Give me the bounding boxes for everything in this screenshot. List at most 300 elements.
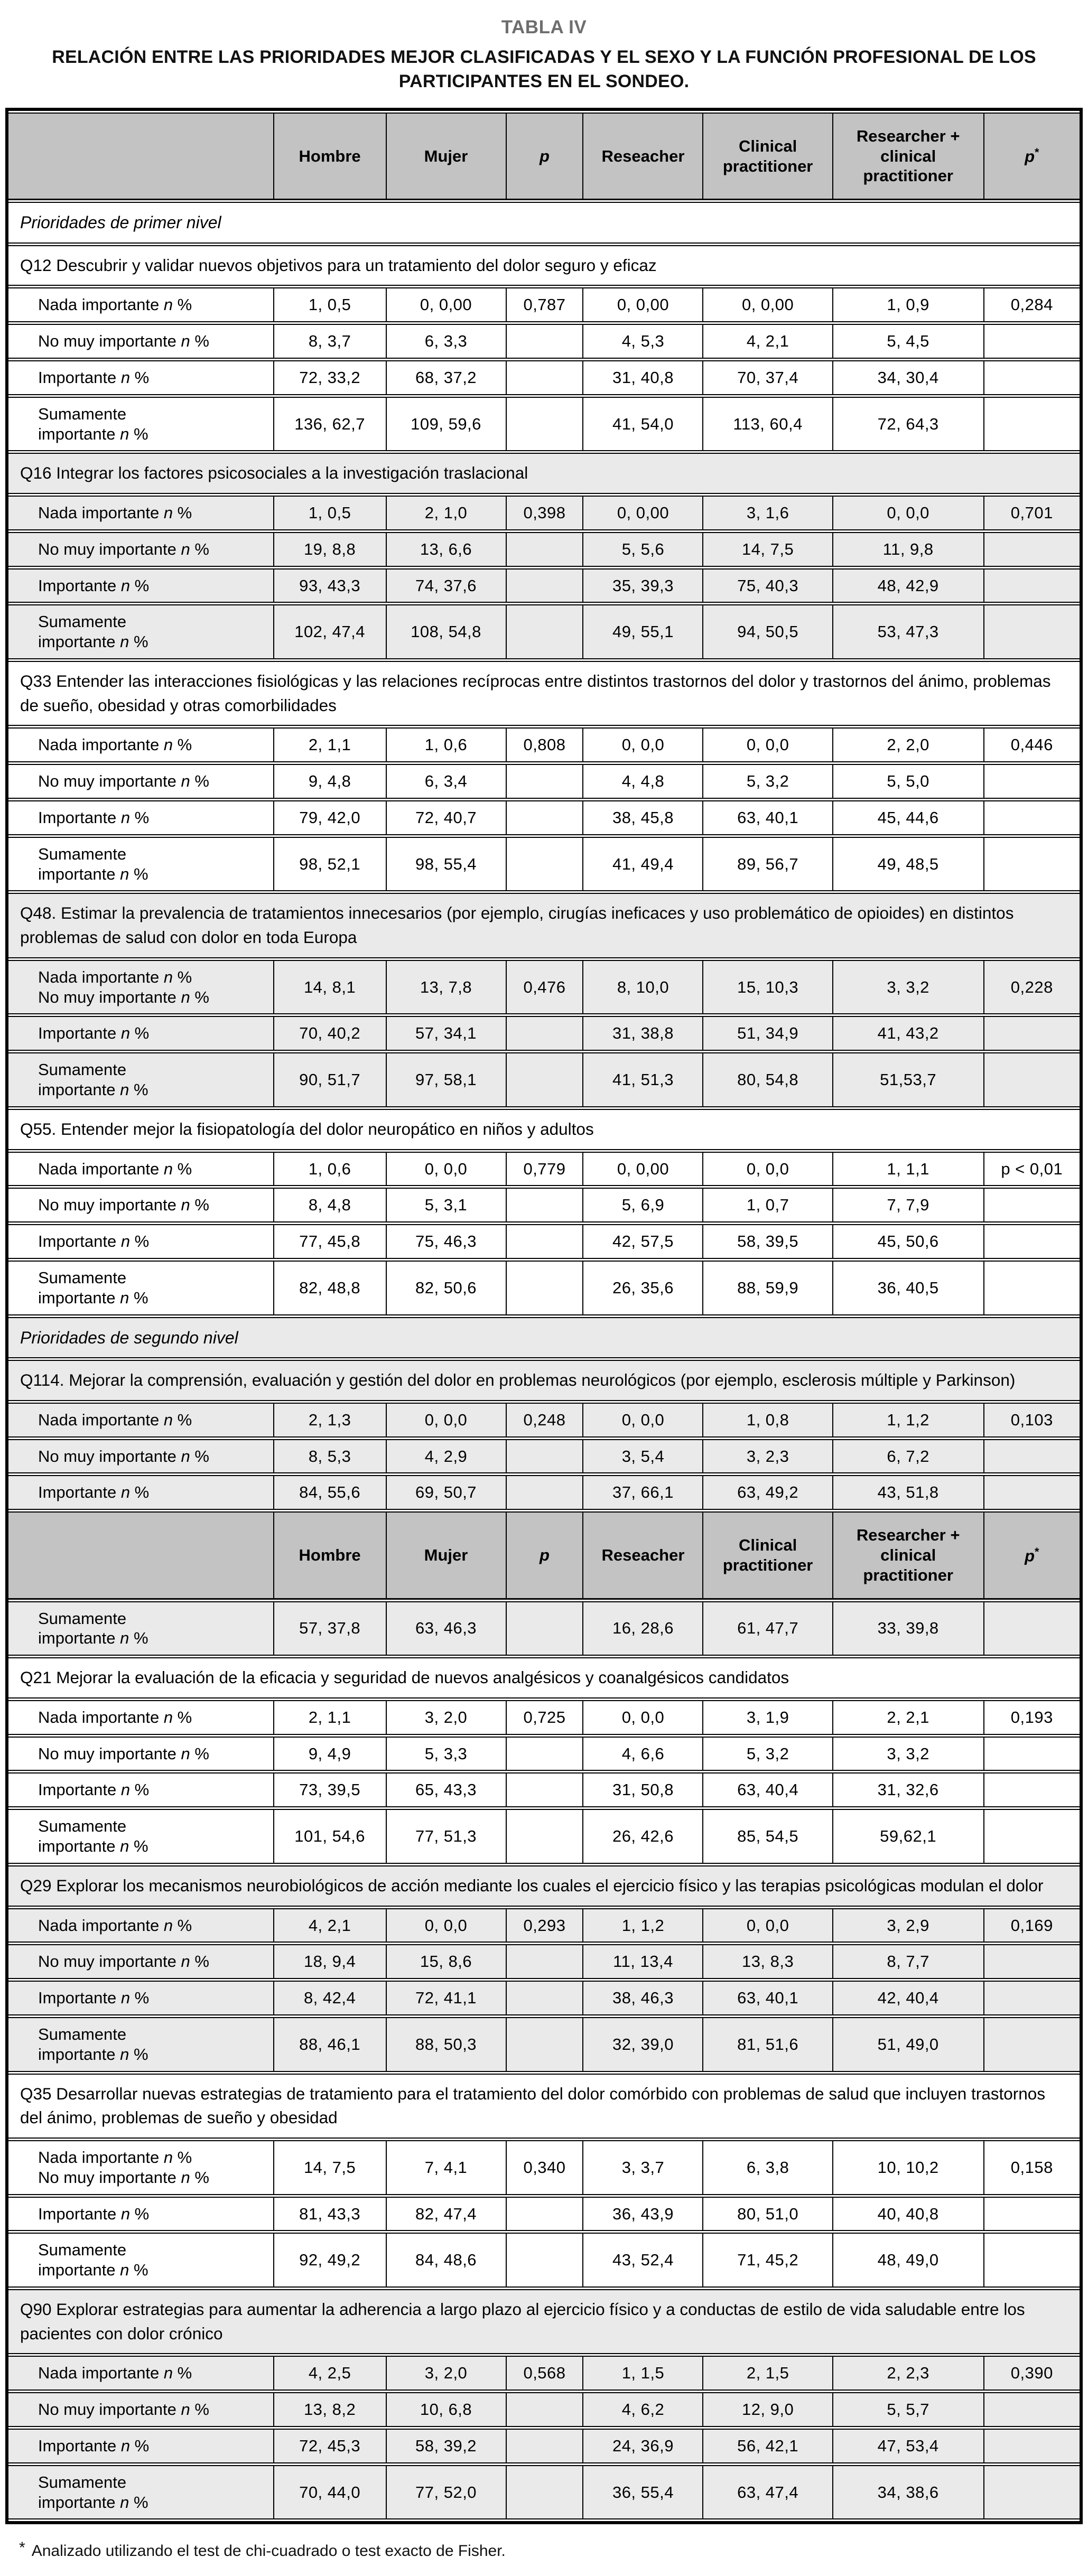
table-row (8, 2356, 1080, 2391)
value-cell: 7, 4,1 (387, 2140, 507, 2195)
value-cell: 70, 37,4 (703, 360, 833, 395)
value-cell: 0, 0,0 (583, 1403, 703, 1438)
table-row (8, 1772, 1080, 1807)
row-label-line: importante n % (38, 632, 148, 651)
empty-cell (984, 764, 1080, 799)
row-label (8, 1772, 274, 1807)
value-cell: 92, 49,2 (274, 2233, 387, 2288)
value-cell: 36, 55,4 (583, 2465, 703, 2520)
question-title-q55: Q55. Entender mejor la fisiopatología del dolor neuropático en niños y adultos (8, 1109, 1080, 1150)
value-cell: 51, 49,0 (833, 2017, 984, 2072)
row-label (8, 568, 274, 603)
empty-cell (507, 1475, 584, 1510)
value-cell: 74, 37,6 (387, 568, 507, 603)
row-label-line: Nada importante n % (38, 735, 192, 754)
value-cell: 35, 39,3 (583, 568, 703, 603)
row-label (8, 2140, 274, 2195)
value-cell: 8, 5,3 (274, 1439, 387, 1474)
value-cell: 9, 4,8 (274, 764, 387, 799)
row-label (8, 2017, 274, 2072)
value-cell: 72, 64,3 (833, 397, 984, 452)
value-cell: 12, 9,0 (703, 2392, 833, 2427)
empty-cell (507, 1261, 584, 1315)
row-label (8, 727, 274, 762)
value-cell: 0,284 (984, 287, 1080, 322)
table-row (8, 2197, 1080, 2232)
italic-n: n (120, 576, 131, 595)
italic-n: n (163, 967, 173, 986)
row-label (8, 2233, 274, 2288)
value-cell: 73, 39,5 (274, 1772, 387, 1807)
row-label-line: Nada importante n % (38, 503, 192, 522)
row-label-line: Sumamente (38, 404, 127, 423)
asterisk: * (1035, 145, 1039, 159)
value-cell: 16, 28,6 (583, 1601, 703, 1656)
row-label (8, 532, 274, 567)
row-label-line: importante n % (38, 1080, 148, 1099)
row-label-line: Nada importante n % (38, 1410, 192, 1429)
table-row (8, 1981, 1080, 2015)
value-cell: 0,398 (507, 496, 584, 530)
value-cell: 31, 38,8 (583, 1016, 703, 1051)
value-cell: 47, 53,4 (833, 2429, 984, 2463)
value-cell: 69, 50,7 (387, 1475, 507, 1510)
row-label-line: Nada importante n % (38, 967, 192, 986)
row-label-line: Sumamente (38, 1060, 127, 1079)
row-label (8, 1908, 274, 1943)
value-cell: 88, 59,9 (703, 1261, 833, 1315)
question-title-q90: Q90 Explorar estrategias para aumentar la adherencia a largo plazo al ejercicio físico y a conductas de estilo de vida saludable entre los pacientes con dolor crónico (8, 2289, 1080, 2354)
question-title-row (8, 2074, 1080, 2139)
value-cell: 10, 6,8 (387, 2392, 507, 2427)
row-label-line: Sumamente (38, 1268, 127, 1287)
row-label (8, 1981, 274, 2015)
row-label (8, 604, 274, 659)
empty-cell (984, 360, 1080, 395)
row-label-line: Nada importante n % (38, 1707, 192, 1726)
value-cell: 4, 6,6 (583, 1737, 703, 1771)
italic-n: n (181, 332, 190, 351)
value-cell: 32, 39,0 (583, 2017, 703, 2072)
italic-n: n (120, 632, 129, 651)
row-label-line: No muy importante n % (38, 987, 209, 1006)
row-label-line: Sumamente (38, 2241, 127, 2260)
value-cell: 89, 56,7 (703, 837, 833, 892)
row-label (8, 1403, 274, 1438)
row-label-line: Sumamente (38, 2472, 127, 2491)
row-label (8, 2356, 274, 2391)
row-label (8, 496, 274, 530)
italic-n: n (120, 1080, 129, 1099)
empty-cell (507, 532, 584, 567)
row-label-line: Importante n % (38, 1232, 150, 1251)
title-block (5, 17, 1083, 94)
row-label-line: importante n % (38, 1629, 148, 1648)
value-cell: 36, 40,5 (833, 1261, 984, 1315)
italic-n: n (120, 1483, 131, 1502)
value-cell: p < 0,01 (984, 1152, 1080, 1187)
column-header-mujer: Mujer (387, 113, 507, 200)
column-header-row (8, 113, 1080, 200)
value-cell: 15, 10,3 (703, 960, 833, 1015)
value-cell: 82, 48,8 (274, 1261, 387, 1315)
value-cell: 33, 39,8 (833, 1601, 984, 1656)
empty-cell (984, 1809, 1080, 1864)
section-title: Prioridades de primer nivel (8, 202, 1080, 243)
value-cell: 7, 7,9 (833, 1188, 984, 1222)
column-header-researcher-clinical-practitioner: Researcher + clinical practitioner (833, 1511, 984, 1599)
table-row (8, 764, 1080, 799)
value-cell: 42, 40,4 (833, 1981, 984, 2015)
row-label-line: No muy importante n % (38, 2400, 209, 2419)
italic-n: n (120, 2493, 129, 2512)
empty-cell (507, 1601, 584, 1656)
row-label-line: importante n % (38, 1837, 148, 1856)
value-cell: 63, 40,1 (703, 800, 833, 835)
value-cell: 5, 3,2 (703, 1737, 833, 1771)
empty-cell (507, 800, 584, 835)
italic-n: n (120, 424, 129, 443)
section-title: Prioridades de segundo nivel (8, 1317, 1080, 1358)
row-label-line: Nada importante n % (38, 1916, 192, 1935)
italic-n: n (181, 2400, 190, 2419)
italic-n: n (120, 1288, 129, 1307)
question-title-row (8, 1360, 1080, 1401)
row-label (8, 1152, 274, 1187)
row-label-line: Importante n % (38, 2437, 150, 2456)
value-cell: 0,568 (507, 2356, 584, 2391)
value-cell: 93, 43,3 (274, 568, 387, 603)
row-label-line: importante n % (38, 864, 148, 883)
value-cell: 14, 8,1 (274, 960, 387, 1015)
table-row (8, 960, 1080, 1015)
footnote (19, 2539, 1083, 2560)
question-title-row (8, 661, 1080, 726)
empty-cell (507, 1809, 584, 1864)
value-cell: 4, 5,3 (583, 324, 703, 359)
value-cell: 136, 62,7 (274, 397, 387, 452)
empty-cell (984, 2392, 1080, 2427)
table-row (8, 1188, 1080, 1222)
column-header-reseacher: Reseacher (583, 1511, 703, 1599)
row-label (8, 960, 274, 1015)
empty-cell (984, 2429, 1080, 2463)
italic-n: n (163, 1916, 173, 1935)
value-cell: 2, 2,3 (833, 2356, 984, 2391)
row-label-line: Importante n % (38, 576, 150, 595)
table-row (8, 1944, 1080, 1979)
empty-cell (984, 1475, 1080, 1510)
empty-cell (507, 1981, 584, 2015)
row-label-line: importante n % (38, 424, 148, 443)
value-cell: 43, 52,4 (583, 2233, 703, 2288)
table-row (8, 1439, 1080, 1474)
row-label-line: Importante n % (38, 1024, 150, 1043)
italic-n: n (120, 1780, 131, 1799)
question-title-row (8, 1657, 1080, 1698)
value-cell: 8, 42,4 (274, 1981, 387, 2015)
value-cell: 51,53,7 (833, 1052, 984, 1107)
empty-cell (984, 1261, 1080, 1315)
value-cell: 5, 6,9 (583, 1188, 703, 1222)
value-cell: 49, 55,1 (583, 604, 703, 659)
value-cell: 1, 0,6 (274, 1152, 387, 1187)
value-cell: 58, 39,5 (703, 1224, 833, 1259)
value-cell: 0,248 (507, 1403, 584, 1438)
value-cell: 3, 2,9 (833, 1908, 984, 1943)
value-cell: 3, 3,2 (833, 1737, 984, 1771)
value-cell: 94, 50,5 (703, 604, 833, 659)
empty-cell (507, 2233, 584, 2288)
value-cell: 3, 1,9 (703, 1700, 833, 1735)
row-label-line: No muy importante n % (38, 539, 209, 558)
value-cell: 2, 2,0 (833, 727, 984, 762)
value-cell: 0, 0,00 (583, 496, 703, 530)
italic-n: n (120, 2437, 131, 2456)
value-cell: 0,158 (984, 2140, 1080, 2195)
empty-cell (507, 1016, 584, 1051)
empty-cell (984, 1188, 1080, 1222)
row-label (8, 2197, 274, 2232)
question-title-q12: Q12 Descubrir y validar nuevos objetivos para un tratamiento del dolor seguro y eficaz (8, 245, 1080, 286)
value-cell: 98, 52,1 (274, 837, 387, 892)
value-cell: 0,779 (507, 1152, 584, 1187)
empty-cell (507, 764, 584, 799)
italic-n: n (163, 503, 173, 522)
row-label (8, 1809, 274, 1864)
empty-cell (507, 604, 584, 659)
italic-n: n (120, 368, 131, 387)
value-cell: 72, 45,3 (274, 2429, 387, 2463)
table-row (8, 324, 1080, 359)
value-cell: 0, 0,00 (703, 287, 833, 322)
row-label-line: No muy importante n % (38, 772, 209, 791)
value-cell: 1, 0,8 (703, 1403, 833, 1438)
italic-n: n (181, 1952, 190, 1971)
value-cell: 1, 0,9 (833, 287, 984, 322)
value-cell: 0, 0,00 (387, 287, 507, 322)
empty-cell (984, 604, 1080, 659)
empty-cell (507, 2392, 584, 2427)
row-label-line: Importante n % (38, 368, 150, 387)
row-label-line: Nada importante n % (38, 1159, 192, 1178)
empty-cell (984, 1439, 1080, 1474)
value-cell: 57, 37,8 (274, 1601, 387, 1656)
column-header-p: p* (984, 113, 1080, 200)
value-cell: 6, 3,4 (387, 764, 507, 799)
value-cell: 57, 34,1 (387, 1016, 507, 1051)
row-label (8, 2429, 274, 2463)
empty-cell (507, 2429, 584, 2463)
column-header-mujer: Mujer (387, 1511, 507, 1599)
italic-n: n (163, 295, 173, 314)
value-cell: 2, 1,1 (274, 727, 387, 762)
empty-cell (507, 2197, 584, 2232)
question-title-q35: Q35 Desarrollar nuevas estrategias de tratamiento para el tratamiento del dolor comórbido con problemas de salud que incluyen trastornos del ánimo, problemas de sueño y obesidad (8, 2074, 1080, 2139)
column-header-hombre: Hombre (274, 1511, 387, 1599)
value-cell: 15, 8,6 (387, 1944, 507, 1979)
row-label-line: Importante n % (38, 1989, 150, 2008)
column-header-p: p* (984, 1511, 1080, 1599)
value-cell: 77, 52,0 (387, 2465, 507, 2520)
value-cell: 71, 45,2 (703, 2233, 833, 2288)
value-cell: 31, 50,8 (583, 1772, 703, 1807)
value-cell: 0, 0,0 (387, 1908, 507, 1943)
question-title-row (8, 453, 1080, 494)
column-header-empty (8, 113, 274, 200)
value-cell: 6, 3,8 (703, 2140, 833, 2195)
row-label (8, 1737, 274, 1771)
value-cell: 0,228 (984, 960, 1080, 1015)
value-cell: 5, 3,3 (387, 1737, 507, 1771)
value-cell: 0,446 (984, 727, 1080, 762)
row-label-line: Sumamente (38, 1817, 127, 1836)
value-cell: 79, 42,0 (274, 800, 387, 835)
value-cell: 113, 60,4 (703, 397, 833, 452)
value-cell: 1, 0,7 (703, 1188, 833, 1222)
value-cell: 38, 46,3 (583, 1981, 703, 2015)
column-header-hombre: Hombre (274, 113, 387, 200)
value-cell: 5, 5,0 (833, 764, 984, 799)
italic-n: n (120, 1232, 131, 1251)
table-row (8, 1809, 1080, 1864)
row-label-line: Importante n % (38, 1780, 150, 1799)
row-label-line: Sumamente (38, 1609, 127, 1628)
value-cell: 26, 35,6 (583, 1261, 703, 1315)
value-cell: 5, 3,1 (387, 1188, 507, 1222)
italic-n: n (120, 2261, 129, 2280)
value-cell: 102, 47,4 (274, 604, 387, 659)
value-cell: 34, 30,4 (833, 360, 984, 395)
value-cell: 14, 7,5 (703, 532, 833, 567)
value-cell: 97, 58,1 (387, 1052, 507, 1107)
row-label (8, 1944, 274, 1979)
value-cell: 81, 51,6 (703, 2017, 833, 2072)
value-cell: 2, 1,5 (703, 2356, 833, 2391)
value-cell: 3, 3,2 (833, 960, 984, 1015)
table-row (8, 837, 1080, 892)
repeated-column-header-row (8, 1511, 1080, 1599)
italic-n: n (120, 1024, 131, 1043)
value-cell: 81, 43,3 (274, 2197, 387, 2232)
value-cell: 3, 2,0 (387, 1700, 507, 1735)
value-cell: 0,808 (507, 727, 584, 762)
column-header-clinical-practitioner: Clinical practitioner (703, 1511, 833, 1599)
value-cell: 4, 4,8 (583, 764, 703, 799)
value-cell: 0, 0,0 (583, 727, 703, 762)
value-cell: 0,169 (984, 1908, 1080, 1943)
row-label (8, 1475, 274, 1510)
italic-n: n (181, 2168, 190, 2187)
row-label (8, 1439, 274, 1474)
value-cell: 0, 0,0 (387, 1152, 507, 1187)
value-cell: 41, 51,3 (583, 1052, 703, 1107)
value-cell: 56, 42,1 (703, 2429, 833, 2463)
row-label (8, 360, 274, 395)
table-row (8, 2140, 1080, 2195)
value-cell: 1, 1,2 (833, 1403, 984, 1438)
value-cell: 31, 32,6 (833, 1772, 984, 1807)
footnote-text: Analizado utilizando el test de chi-cuadrado o test exacto de Fisher. (31, 2542, 506, 2560)
empty-cell (507, 2465, 584, 2520)
value-cell: 0, 0,0 (703, 1908, 833, 1943)
row-label-line: Sumamente (38, 844, 127, 863)
table-row (8, 2465, 1080, 2520)
section-title-row (8, 202, 1080, 243)
row-label (8, 1601, 274, 1656)
table-number: TABLA IV (501, 17, 587, 38)
value-cell: 3, 5,4 (583, 1439, 703, 1474)
row-label (8, 764, 274, 799)
row-label-line: No muy importante n % (38, 2168, 209, 2187)
italic-n: n (181, 539, 190, 558)
value-cell: 0, 0,0 (387, 1403, 507, 1438)
value-cell: 0,390 (984, 2356, 1080, 2391)
value-cell: 13, 8,3 (703, 1944, 833, 1979)
value-cell: 80, 54,8 (703, 1052, 833, 1107)
empty-cell (984, 397, 1080, 452)
empty-cell (507, 1439, 584, 1474)
table-row (8, 360, 1080, 395)
row-label-line: No muy importante n % (38, 1744, 209, 1763)
value-cell: 0, 0,0 (833, 496, 984, 530)
italic-n: n (181, 1196, 190, 1215)
value-cell: 0, 0,0 (583, 1700, 703, 1735)
table-row (8, 1700, 1080, 1735)
value-cell: 63, 46,3 (387, 1601, 507, 1656)
empty-cell (507, 568, 584, 603)
value-cell: 41, 49,4 (583, 837, 703, 892)
value-cell: 0,725 (507, 1700, 584, 1735)
value-cell: 48, 49,0 (833, 2233, 984, 2288)
value-cell: 2, 1,3 (274, 1403, 387, 1438)
table-row (8, 2017, 1080, 2072)
empty-cell (507, 397, 584, 452)
question-title-q33: Q33 Entender las interacciones fisiológicas y las relaciones recíprocas entre distintos trastornos del dolor y trastornos del ánimo, problemas de sueño, obesidad y otras comorbilidades (8, 661, 1080, 726)
value-cell: 0,476 (507, 960, 584, 1015)
italic-n: n (163, 1707, 173, 1726)
italic-n: n (181, 987, 190, 1006)
value-cell: 63, 49,2 (703, 1475, 833, 1510)
results-table (5, 108, 1083, 2525)
empty-cell (984, 532, 1080, 567)
value-cell: 72, 41,1 (387, 1981, 507, 2015)
empty-cell (984, 1737, 1080, 1771)
value-cell: 45, 50,6 (833, 1224, 984, 1259)
column-header-empty (8, 1511, 274, 1599)
value-cell: 1, 0,5 (274, 287, 387, 322)
value-cell: 84, 48,6 (387, 2233, 507, 2288)
value-cell: 88, 50,3 (387, 2017, 507, 2072)
value-cell: 6, 3,3 (387, 324, 507, 359)
column-header-p: p (507, 113, 584, 200)
value-cell: 58, 39,2 (387, 2429, 507, 2463)
value-cell: 77, 51,3 (387, 1809, 507, 1864)
value-cell: 0,103 (984, 1403, 1080, 1438)
table-row (8, 287, 1080, 322)
value-cell: 82, 50,6 (387, 1261, 507, 1315)
value-cell: 13, 6,6 (387, 532, 507, 567)
value-cell: 0,787 (507, 287, 584, 322)
empty-cell (507, 1052, 584, 1107)
table-row (8, 397, 1080, 452)
value-cell: 41, 43,2 (833, 1016, 984, 1051)
value-cell: 63, 40,1 (703, 1981, 833, 2015)
row-label-line: Sumamente (38, 2025, 127, 2044)
row-label-line: Importante n % (38, 1483, 150, 1502)
value-cell: 0,193 (984, 1700, 1080, 1735)
value-cell: 75, 40,3 (703, 568, 833, 603)
